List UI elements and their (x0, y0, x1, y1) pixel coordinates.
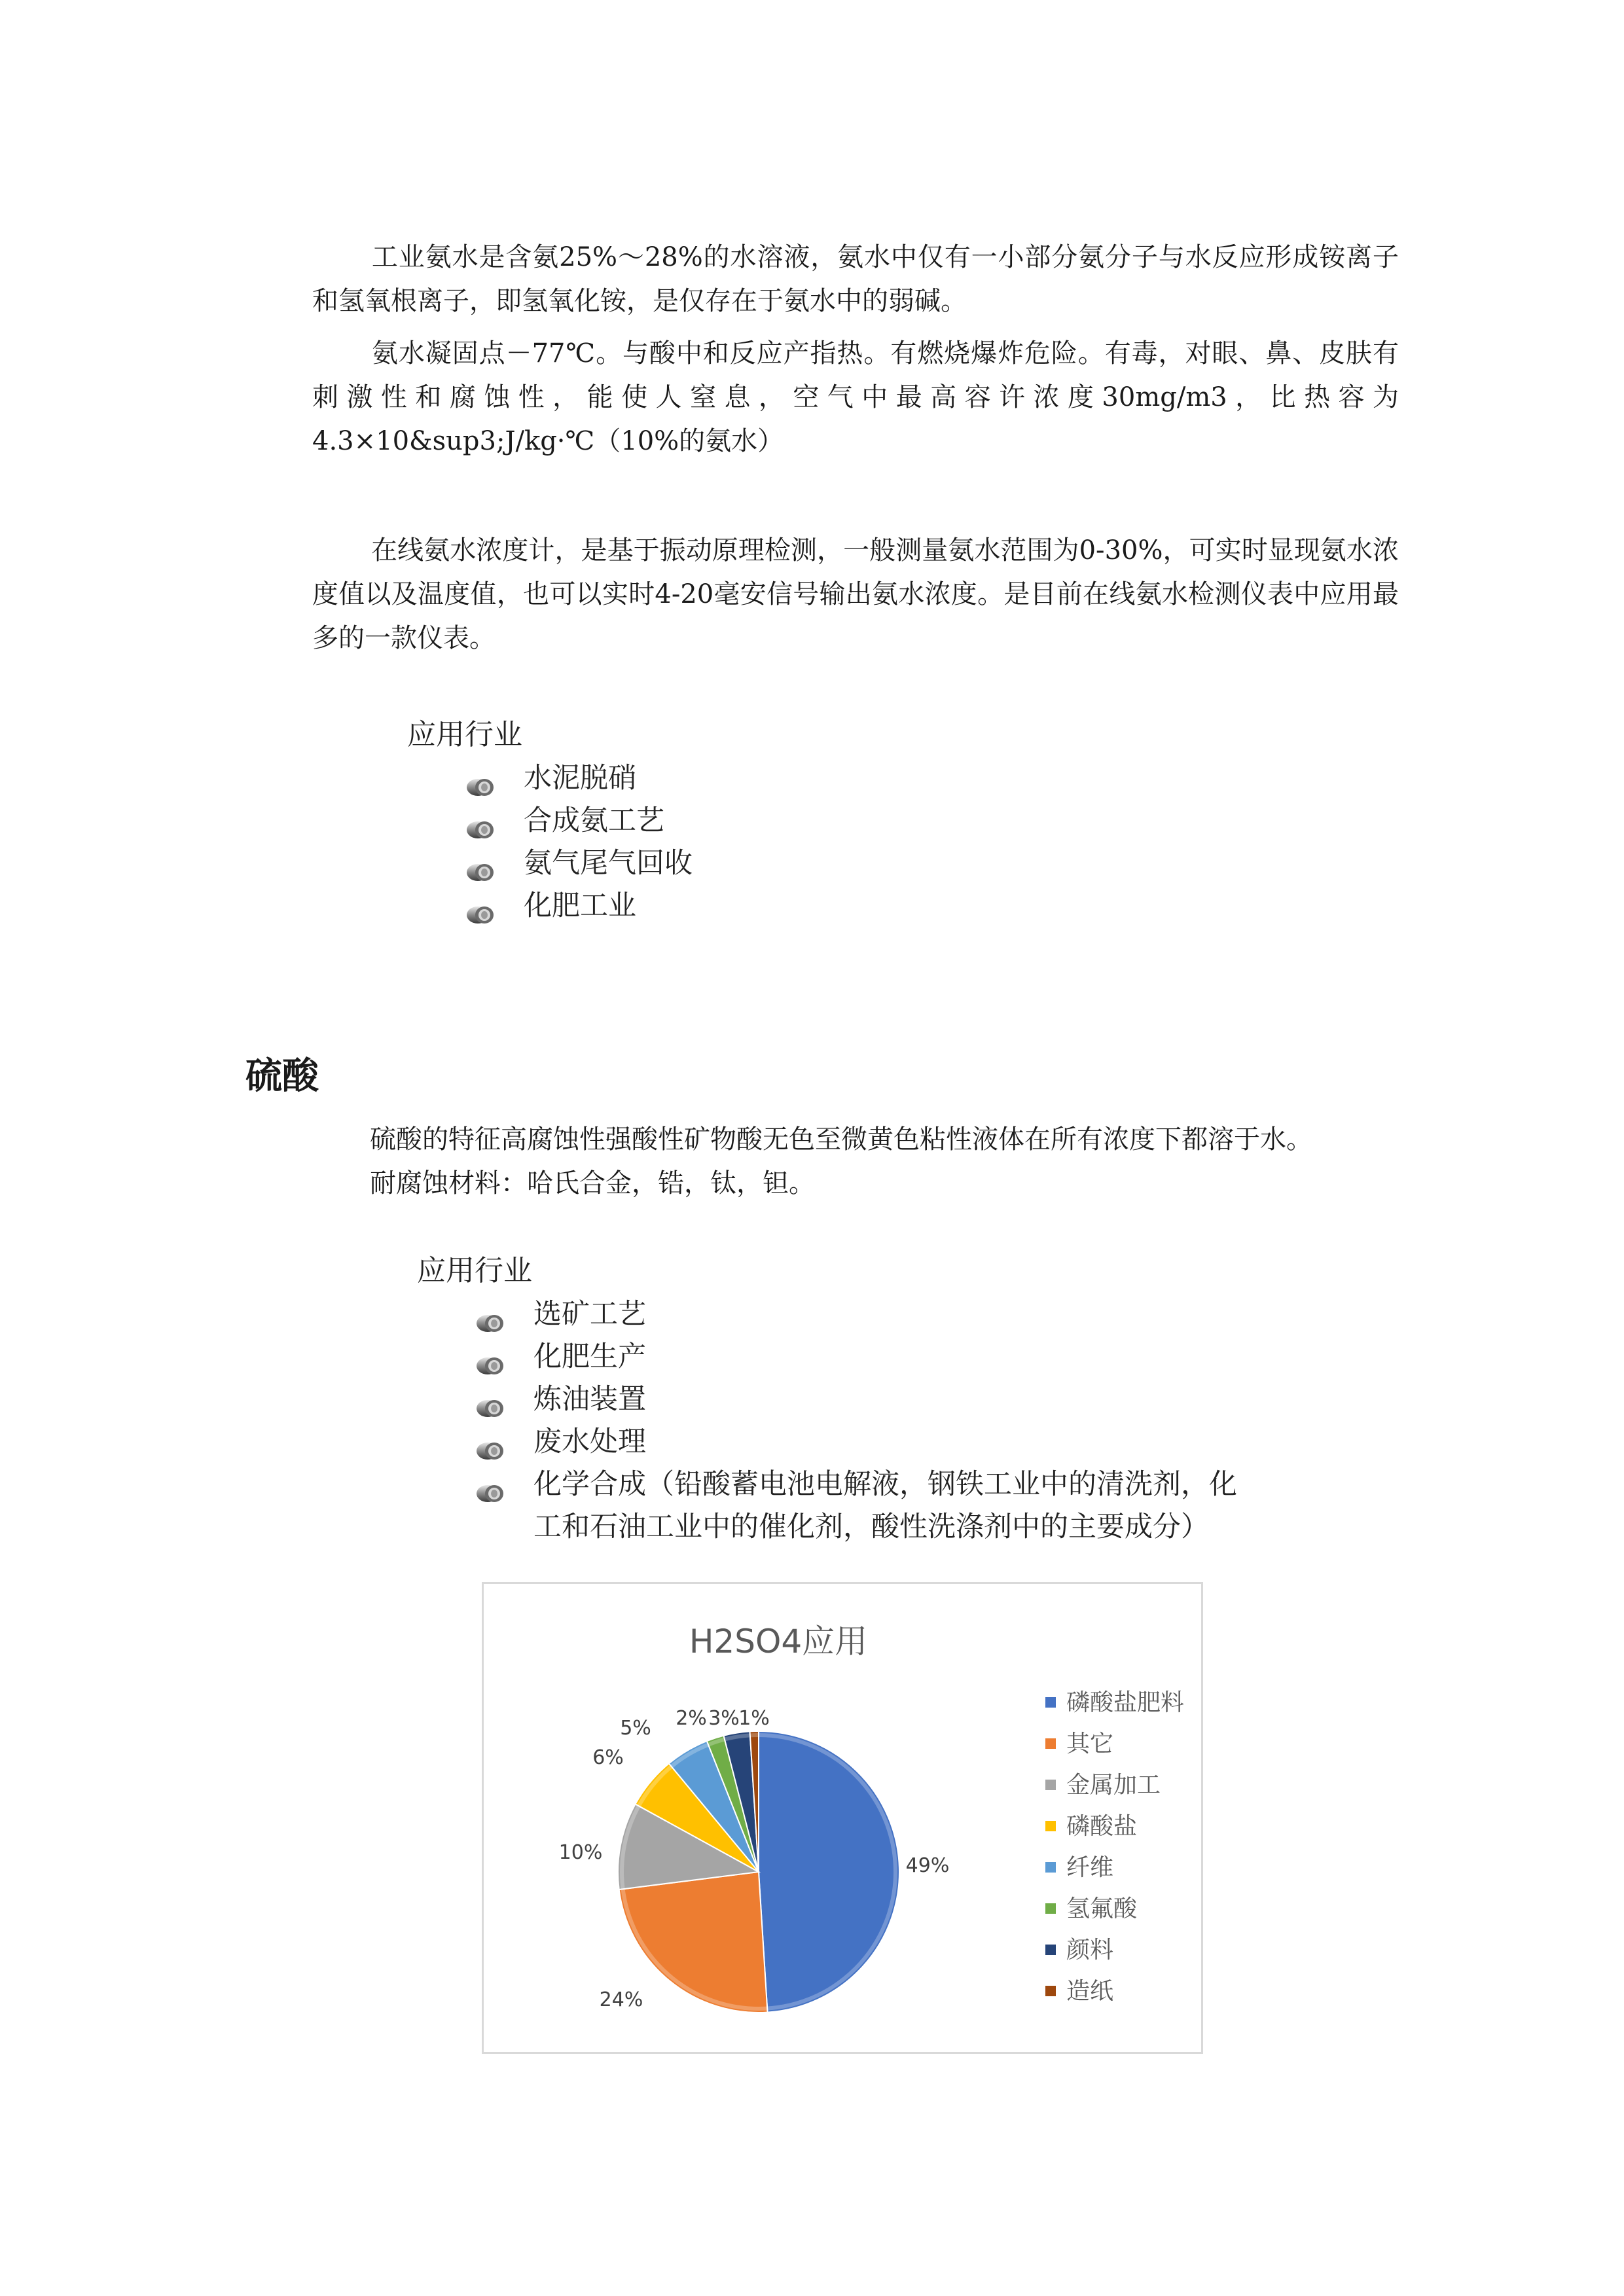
legend-item (1045, 1888, 1184, 1929)
legend-item (1045, 1723, 1184, 1765)
legend-swatch (1045, 1738, 1056, 1749)
legend-swatch (1045, 1697, 1056, 1708)
legend-item (1045, 1929, 1184, 1971)
chart-legend (1045, 1682, 1184, 2012)
pie-slice (759, 1731, 899, 2013)
ammonia-meter-paragraph: 在线氨水浓度计，是基于振动原理检测，一般测量氨水范围为0-30%，可实时显现氨水浓度值以及温度值，也可以实时4-20毫安信号输出氨水浓度。是目前在线氨水检测仪表中应用最多的一款仪表。 (312, 535, 1399, 653)
slice-value-label: 10% (558, 1841, 603, 1864)
list-item: 化肥生产 (475, 1336, 1237, 1378)
metallic-bullet-icon (465, 767, 496, 787)
list-item: 氨气尾气回收 (465, 842, 693, 885)
sulfuric-description-paragraph: 硫酸的特征高腐蚀性强酸性矿物酸无色至微黄色粘性液体在所有浓度下都溶于水。 (370, 1124, 1312, 1155)
list-item: 化学合成（铅酸蓄电池电解液，钢铁工业中的清洗剂，化 工和石油工业中的催化剂，酸性洗涤剂中的主要成分） (475, 1463, 1237, 1549)
legend-label: 氢氟酸 (1066, 1895, 1138, 1922)
slice-value-label: 49% (905, 1854, 950, 1877)
slice-value-label: 1% (738, 1707, 770, 1730)
legend-item (1045, 1971, 1184, 2012)
legend-item (1045, 1682, 1184, 1723)
sulfuric-acid-heading: 硫酸 (245, 1055, 319, 1098)
slice-value-label: 24% (599, 1988, 643, 2011)
legend-label: 磷酸盐 (1066, 1813, 1138, 1840)
metallic-bullet-icon (475, 1303, 506, 1323)
chart-title: H2SO4应用 (689, 1623, 868, 1660)
legend-swatch (1045, 1862, 1056, 1873)
list-item: 废水处理 (475, 1421, 1237, 1463)
legend-label: 金属加工 (1066, 1772, 1161, 1799)
slice-value-label: 2% (676, 1707, 707, 1730)
pie-chart (484, 1584, 1047, 2052)
legend-swatch (1045, 1903, 1056, 1914)
metallic-bullet-icon (475, 1346, 506, 1365)
legend-item (1045, 1806, 1184, 1847)
slice-value-label: 3% (708, 1707, 740, 1730)
legend-item (1045, 1765, 1184, 1806)
metallic-bullet-icon (465, 810, 496, 829)
legend-item (1045, 1847, 1184, 1888)
sulfuric-materials-paragraph: 耐腐蚀材料：哈氏合金，锆，钛，钽。 (370, 1168, 815, 1198)
list-item: 合成氨工艺 (465, 800, 693, 842)
legend-swatch (1045, 1986, 1056, 1996)
slice-value-label: 5% (620, 1717, 651, 1740)
metallic-bullet-icon (465, 852, 496, 872)
list-item: 炼油装置 (475, 1378, 1237, 1421)
list-item: 水泥脱硝 (465, 757, 693, 800)
legend-swatch (1045, 1780, 1056, 1790)
ammonia-properties-paragraph: 氨水凝固点－77℃。与酸中和反应产指热。有燃烧爆炸危险。有毒，对眼、鼻、皮肤有刺激性和腐蚀性，能使人窒息，空气中最高容许浓度30mg/m3，比热容为4.3×10&sup3;J/kg·℃（10%的氨水） (312, 338, 1399, 456)
metallic-bullet-icon (475, 1473, 506, 1493)
legend-swatch (1045, 1945, 1056, 1955)
metallic-bullet-icon (475, 1388, 506, 1408)
legend-label: 其它 (1066, 1731, 1114, 1757)
sulfuric-application-heading: 应用行业 (417, 1254, 532, 1287)
legend-label: 纤维 (1066, 1854, 1114, 1881)
legend-swatch (1045, 1821, 1056, 1831)
ammonia-application-heading: 应用行业 (407, 718, 522, 751)
list-item: 化肥工业 (465, 885, 693, 927)
ammonia-intro-paragraph: 工业氨水是含氨25%～28%的水溶液，氨水中仅有一小部分氨分子与水反应形成铵离子和氢氧根离子，即氢氧化铵，是仅存在于氨水中的弱碱。 (312, 242, 1399, 316)
list-item: 选矿工艺 (475, 1293, 1237, 1336)
legend-label: 磷酸盐肥料 (1066, 1689, 1185, 1716)
slice-value-label: 6% (592, 1746, 624, 1769)
h2so4-application-chart (482, 1582, 1203, 2054)
metallic-bullet-icon (465, 895, 496, 914)
ammonia-application-list (465, 757, 693, 927)
metallic-bullet-icon (475, 1431, 506, 1450)
sulfuric-application-list (475, 1293, 1237, 1549)
legend-label: 造纸 (1066, 1978, 1114, 2005)
legend-label: 颜料 (1066, 1937, 1114, 1964)
